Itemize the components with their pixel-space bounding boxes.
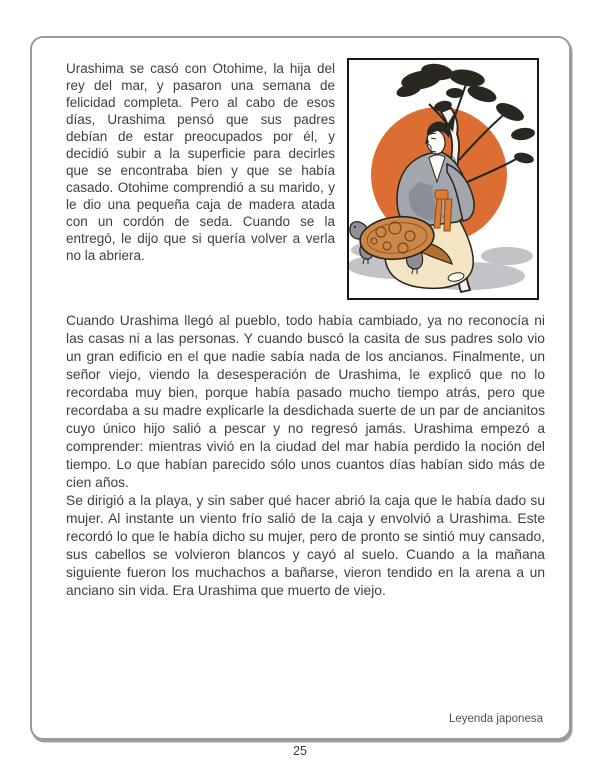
story-paragraph-2: Cuando Urashima llegó al pueblo, todo había cambiado, ya no reconocía ni las casas ni a las personas. Y cuando buscó la casita de sus padres solo vio un gran edificio en el que nadie sabía nada de los ancianos. Finalmente, un señor viejo, viendo la desesperación de Urashima, le explicó que no lo recordaba muy bien, porque había pasado mucho tiempo atrás, pero que recordaba a su madre explicarle la desdichada suerte de un par de ancianitos cuyo único hijo salió a pescar y no regresó jamás. Urashima empezó a comprender: mientras vivió en la ciudad del mar había perdido la noción del tiempo. Lo que habían parecido sólo unos cuantos días habían sido más de cien años.: [66, 313, 545, 490]
page-number: 25: [293, 744, 307, 758]
attribution-label: Leyenda japonesa: [449, 713, 543, 725]
story-paragraph-3: Se dirigió a la playa, y sin saber qué hacer abrió la caja que le había dado su mujer. Al instante un viento frío salió de la caja y envolvió a Urashima. Este recordó lo que le había dicho su mujer, pero de pronto se sintió muy cansado, sus cabellos se volvieron blancos y cayó al suelo. Cuando a la mañana siguiente fueron los muchachos a bañarse, vieron tendido en la arena a un anciano sin vida. Era Urashima que muerto de viejo.: [66, 493, 545, 598]
story-paragraph-1: Urashima se casó con Otohime, la hija del rey del mar, y pasaron una semana de felicidad completa. Pero al cabo de esos días, Urashima pensó que sus padres debían de estar preocupados por él, y decidió subir a la superficie para decirles que se encontraba bien y que se había casado. Otohime comprendió a su marido, y le dio una pequeña caja de madera atada con un cordón de seda. Cuando se la entregó, le dijo que si quería volver a verla no la abriera.: [66, 61, 335, 263]
urashima-illustration-art: [349, 60, 537, 298]
turtle-eye: [354, 226, 356, 228]
page-border-frame: [30, 36, 571, 740]
urashima-illustration: [347, 58, 539, 300]
